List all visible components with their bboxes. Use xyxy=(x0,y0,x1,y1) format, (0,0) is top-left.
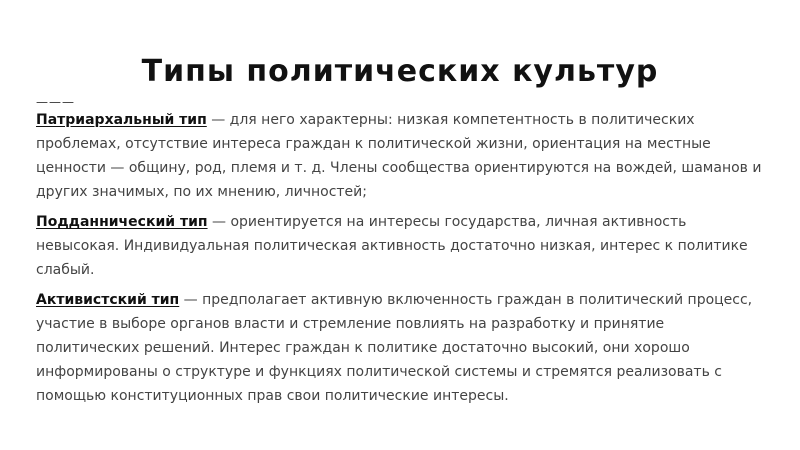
paragraph-patriarchal xyxy=(36,108,764,204)
text-subject: — ориентируется на интересы государства, личная активность невысокая. Индивидуальная политическая активность достаточно низкая, интерес к политике слабый. xyxy=(36,214,748,278)
slide-title: Типы политических культур xyxy=(141,54,659,89)
paragraph-subject xyxy=(36,210,764,282)
term-subject: Подданнический тип xyxy=(36,214,208,230)
paragraph-participant xyxy=(36,288,764,408)
text-participant: — предполагает активную включенность граждан в политический процесс, участие в выборе органов власти и стремление повлиять на разработку и принятие политических решений. Интерес граждан к политике достаточно высокий, они хорошо информированы о структуре и функциях политической системы и стремятся реализовать с помощью конституционных прав свои политические интересы. xyxy=(36,292,753,404)
text-patriarchal: — для него характерны: низкая компетентность в политических проблемах, отсутствие интереса граждан к политической жизни, ориентация на местные ценности — общину, род, племя и т. д. Члены сообщества ориентируются на вождей, шаманов и других значимых, по их мнению, личностей; xyxy=(36,112,762,200)
term-participant: Активистский тип xyxy=(36,292,180,308)
title-dash-divider: ——— xyxy=(36,95,75,109)
term-patriarchal: Патриархальный тип xyxy=(36,112,207,128)
